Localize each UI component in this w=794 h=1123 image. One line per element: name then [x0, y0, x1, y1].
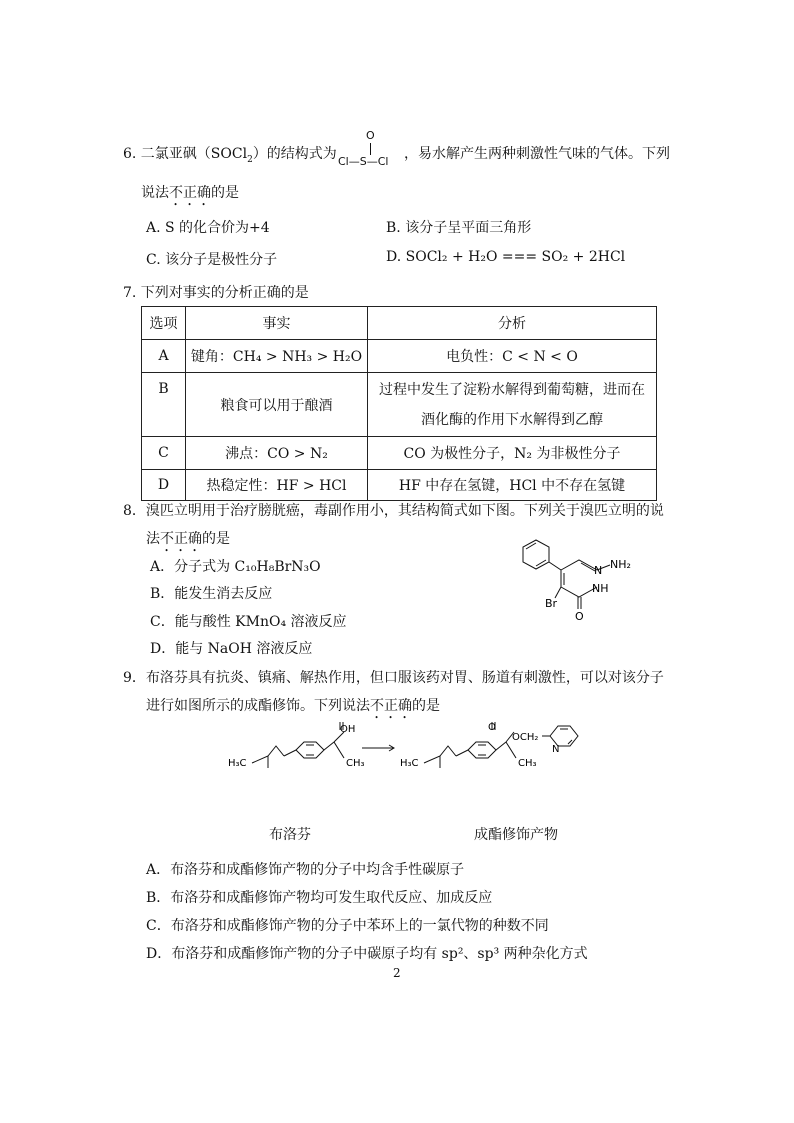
q9-option-c: C．布洛芬和成酯修饰产物的分子中苯环上的一氯代物的种数不同 [146, 918, 549, 934]
n-label: N [552, 744, 560, 755]
ch3-label-left: CH₃ [346, 758, 365, 769]
q8-stem-line2 [146, 528, 230, 555]
q6-stem-line2 [141, 182, 239, 209]
br-label: Br [545, 597, 558, 610]
q9-left-caption: 布洛芬 [269, 827, 311, 843]
h3c-label-left: H₃C [228, 758, 247, 769]
n-label: N [594, 564, 603, 577]
row-option: D [142, 470, 186, 501]
ibuprofen-esterification-scheme [228, 718, 618, 780]
q8-option-b: B．能发生消去反应 [150, 586, 273, 602]
q6-stem-line1 [123, 143, 337, 165]
table-row [142, 340, 657, 373]
o-label: O [488, 722, 496, 733]
h3c-label-right: H₃C [400, 758, 419, 769]
header-fact: 事实 [186, 307, 368, 340]
q6-option-a: A. S 的化合价为+4 [146, 220, 270, 236]
header-analysis: 分析 [368, 307, 657, 340]
table-row [142, 373, 657, 437]
q6-line2-post: 的是 [211, 185, 239, 201]
q9-option-b: B．布洛芬和成酯修饰产物均可发生取代反应、加成反应 [146, 890, 493, 906]
bropirimine-structure [515, 535, 645, 630]
q9-stem-line1: 9．布洛芬具有抗炎、镇痛、解热作用，但口服该药对胃、肠道有刺激性，可以对该分子 [123, 670, 664, 686]
q6-stem-sub: 2 [247, 154, 253, 165]
q6-option-d: D. SOCl₂ + H₂O === SO₂ + 2HCl [386, 249, 626, 265]
q8-line2-pre: 法 [146, 531, 160, 547]
q6-structure-o: O [366, 129, 375, 142]
row-fact: 键角：CH₄ > NH₃ > H₂O [186, 340, 368, 373]
oh-label: OH [340, 724, 356, 735]
row-analysis: 电负性：C < N < O [368, 340, 657, 373]
row-fact: 沸点：CO > N₂ [186, 437, 368, 470]
q6-option-b: B. 该分子呈平面三角形 [386, 220, 532, 236]
row-fact: 热稳定性：HF > HCl [186, 470, 368, 501]
q6-line2-dot: 不正确 [169, 185, 211, 201]
q6-structure-double-bond [370, 143, 372, 155]
row-analysis: HF 中存在氢键，HCl 中不存在氢键 [368, 470, 657, 501]
q6-structure [338, 129, 404, 175]
q7-table [141, 306, 657, 501]
q8-line2-dot: 不正确 [160, 531, 202, 547]
row-fact: 粮食可以用于酿酒 [186, 373, 368, 437]
q8-line2-post: 的是 [202, 531, 230, 547]
row-analysis: 过程中发生了淀粉水解得到葡萄糖，进而在 酒化酶的作用下水解得到乙醇 [368, 373, 657, 437]
q6-stem-suffix: ，易水解产生两种刺激性气味的气体。下列 [404, 146, 670, 162]
q8-option-c: C．能与酸性 KMnO₄ 溶液反应 [150, 614, 347, 630]
q7-stem: 7. 下列对事实的分析正确的是 [123, 285, 309, 301]
q9-line2-post: 的是 [412, 698, 440, 714]
q8-option-d: D．能与 NaOH 溶液反应 [150, 641, 313, 657]
q9-option-a: A．布洛芬和成酯修饰产物的分子中均含手性碳原子 [146, 862, 465, 878]
row-analysis: CO 为极性分子，N₂ 为非极性分子 [368, 437, 657, 470]
nh-label: NH [592, 582, 609, 595]
row-option: A [142, 340, 186, 373]
q9-line2-pre: 进行如图所示的成酯修饰。下列说法 [146, 698, 370, 714]
q6-line2-pre: 说法 [141, 185, 169, 201]
header-option: 选项 [142, 307, 186, 340]
q9-right-caption: 成酯修饰产物 [474, 827, 558, 843]
q6-stem-mid: ）的结构式为 [252, 146, 337, 162]
q8-stem: 8．溴匹立明用于治疗膀胱癌，毒副作用小，其结构简式如下图。下列关于溴匹立明的说 [123, 503, 664, 519]
q9-option-d: D．布洛芬和成酯修饰产物的分子中碳原子均有 sp²、sp³ 两种杂化方式 [146, 946, 588, 962]
q9-line2-dot: 不正确 [370, 698, 412, 714]
table-row [142, 470, 657, 501]
row-option: C [142, 437, 186, 470]
table-header-row [142, 307, 657, 340]
table-row [142, 437, 657, 470]
row-option: B [142, 373, 186, 437]
q8-option-a: A．分子式为 C₁₀H₈BrN₃O [150, 559, 321, 575]
o-label: O [575, 610, 584, 623]
nh2-label: NH₂ [610, 558, 631, 571]
ch3-label-right: CH₃ [518, 758, 537, 769]
q6-option-c: C. 该分子是极性分子 [146, 252, 278, 268]
q6-structure-chain: Cl—S—Cl [338, 155, 389, 168]
och2-label: OCH₂ [512, 732, 539, 743]
page-number: 2 [393, 966, 401, 980]
q6-stem-prefix: 6. 二氯亚砜（SOCl [123, 146, 248, 162]
